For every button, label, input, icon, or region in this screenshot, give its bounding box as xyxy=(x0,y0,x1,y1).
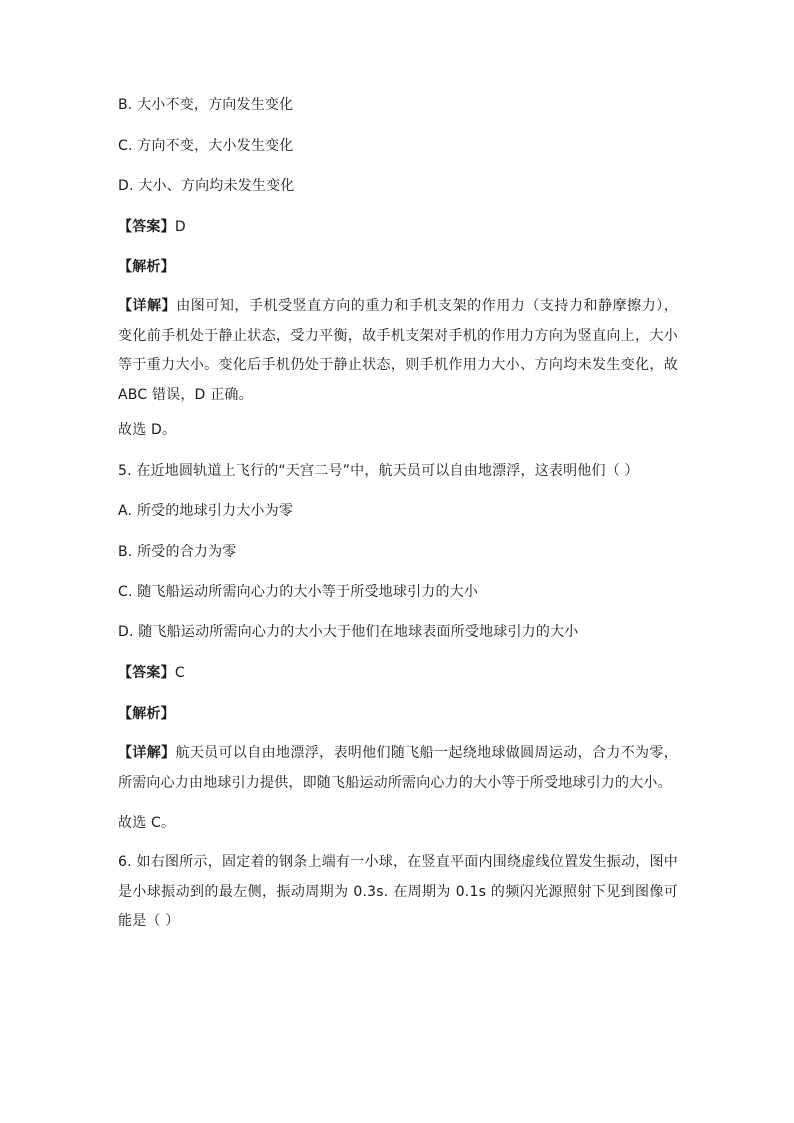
detail-text: 由图可知，手机受竖直方向的重力和手机支架的作用力（支持力和静摩擦力），变化前手机处于静止状态，受力平衡，故手机支架对手机的作用力方向为竖直向上，大小等于重力大小。变化后手机仍处于静止状态，则手机作用力大小、方向均未发生变化，故 ABC 错误，D 正确。 xyxy=(118,298,679,403)
q5-option-d: D. 随飞船运动所需向心力的大小大于他们在地球表面所受地球引力的大小 xyxy=(118,624,579,640)
q4-conclusion: 故选 D。 xyxy=(118,422,177,438)
q4-analysis-heading xyxy=(118,257,175,277)
analysis-tag: 【解析】 xyxy=(118,259,175,275)
q4-option-c: C. 方向不变，大小发生变化 xyxy=(118,138,294,154)
answer-tag: 【答案】 xyxy=(118,219,175,235)
analysis-tag: 【解析】 xyxy=(118,706,175,722)
q5-option-b: B. 所受的合力为零 xyxy=(118,544,237,560)
answer-value: C xyxy=(174,665,185,681)
detail-tag: 【详解】 xyxy=(118,298,177,314)
q5-conclusion: 故选 C。 xyxy=(118,815,176,831)
q5-option-c: C. 随飞船运动所需向心力的大小等于所受地球引力的大小 xyxy=(118,584,479,600)
q5-stem: 5. 在近地圆轨道上飞行的“天宫二号”中，航天员可以自由地漂浮，这表明他们（ ） xyxy=(118,463,639,479)
q5-option-a: A. 所受的地球引力大小为零 xyxy=(118,503,294,519)
q5-answer xyxy=(118,663,185,683)
q6-stem: 6. 如右图所示，固定着的钢条上端有一小球，在竖直平面内围绕虚线位置发生振动，图中是小球振动到的最左侧，振动周期为 0.3s. 在周期为 0.1s 的频闪光源照射下见到图像可能是（ ） xyxy=(118,854,678,929)
detail-text: 航天员可以自由地漂浮，表明他们随飞船一起绕地球做圆周运动，合力不为零，所需向心力由地球引力提供，即随飞船运动所需向心力的大小等于所受地球引力的大小。 xyxy=(118,745,678,791)
answer-tag: 【答案】 xyxy=(118,665,175,681)
q4-option-b: B. 大小不变，方向发生变化 xyxy=(118,97,294,113)
answer-value: D xyxy=(174,219,186,235)
q5-analysis-heading xyxy=(118,704,175,724)
q4-answer xyxy=(118,217,186,237)
detail-tag: 【详解】 xyxy=(118,745,176,761)
q5-detail xyxy=(118,739,678,798)
q4-detail xyxy=(118,292,678,410)
q4-option-d: D. 大小、方向均未发生变化 xyxy=(118,178,295,194)
